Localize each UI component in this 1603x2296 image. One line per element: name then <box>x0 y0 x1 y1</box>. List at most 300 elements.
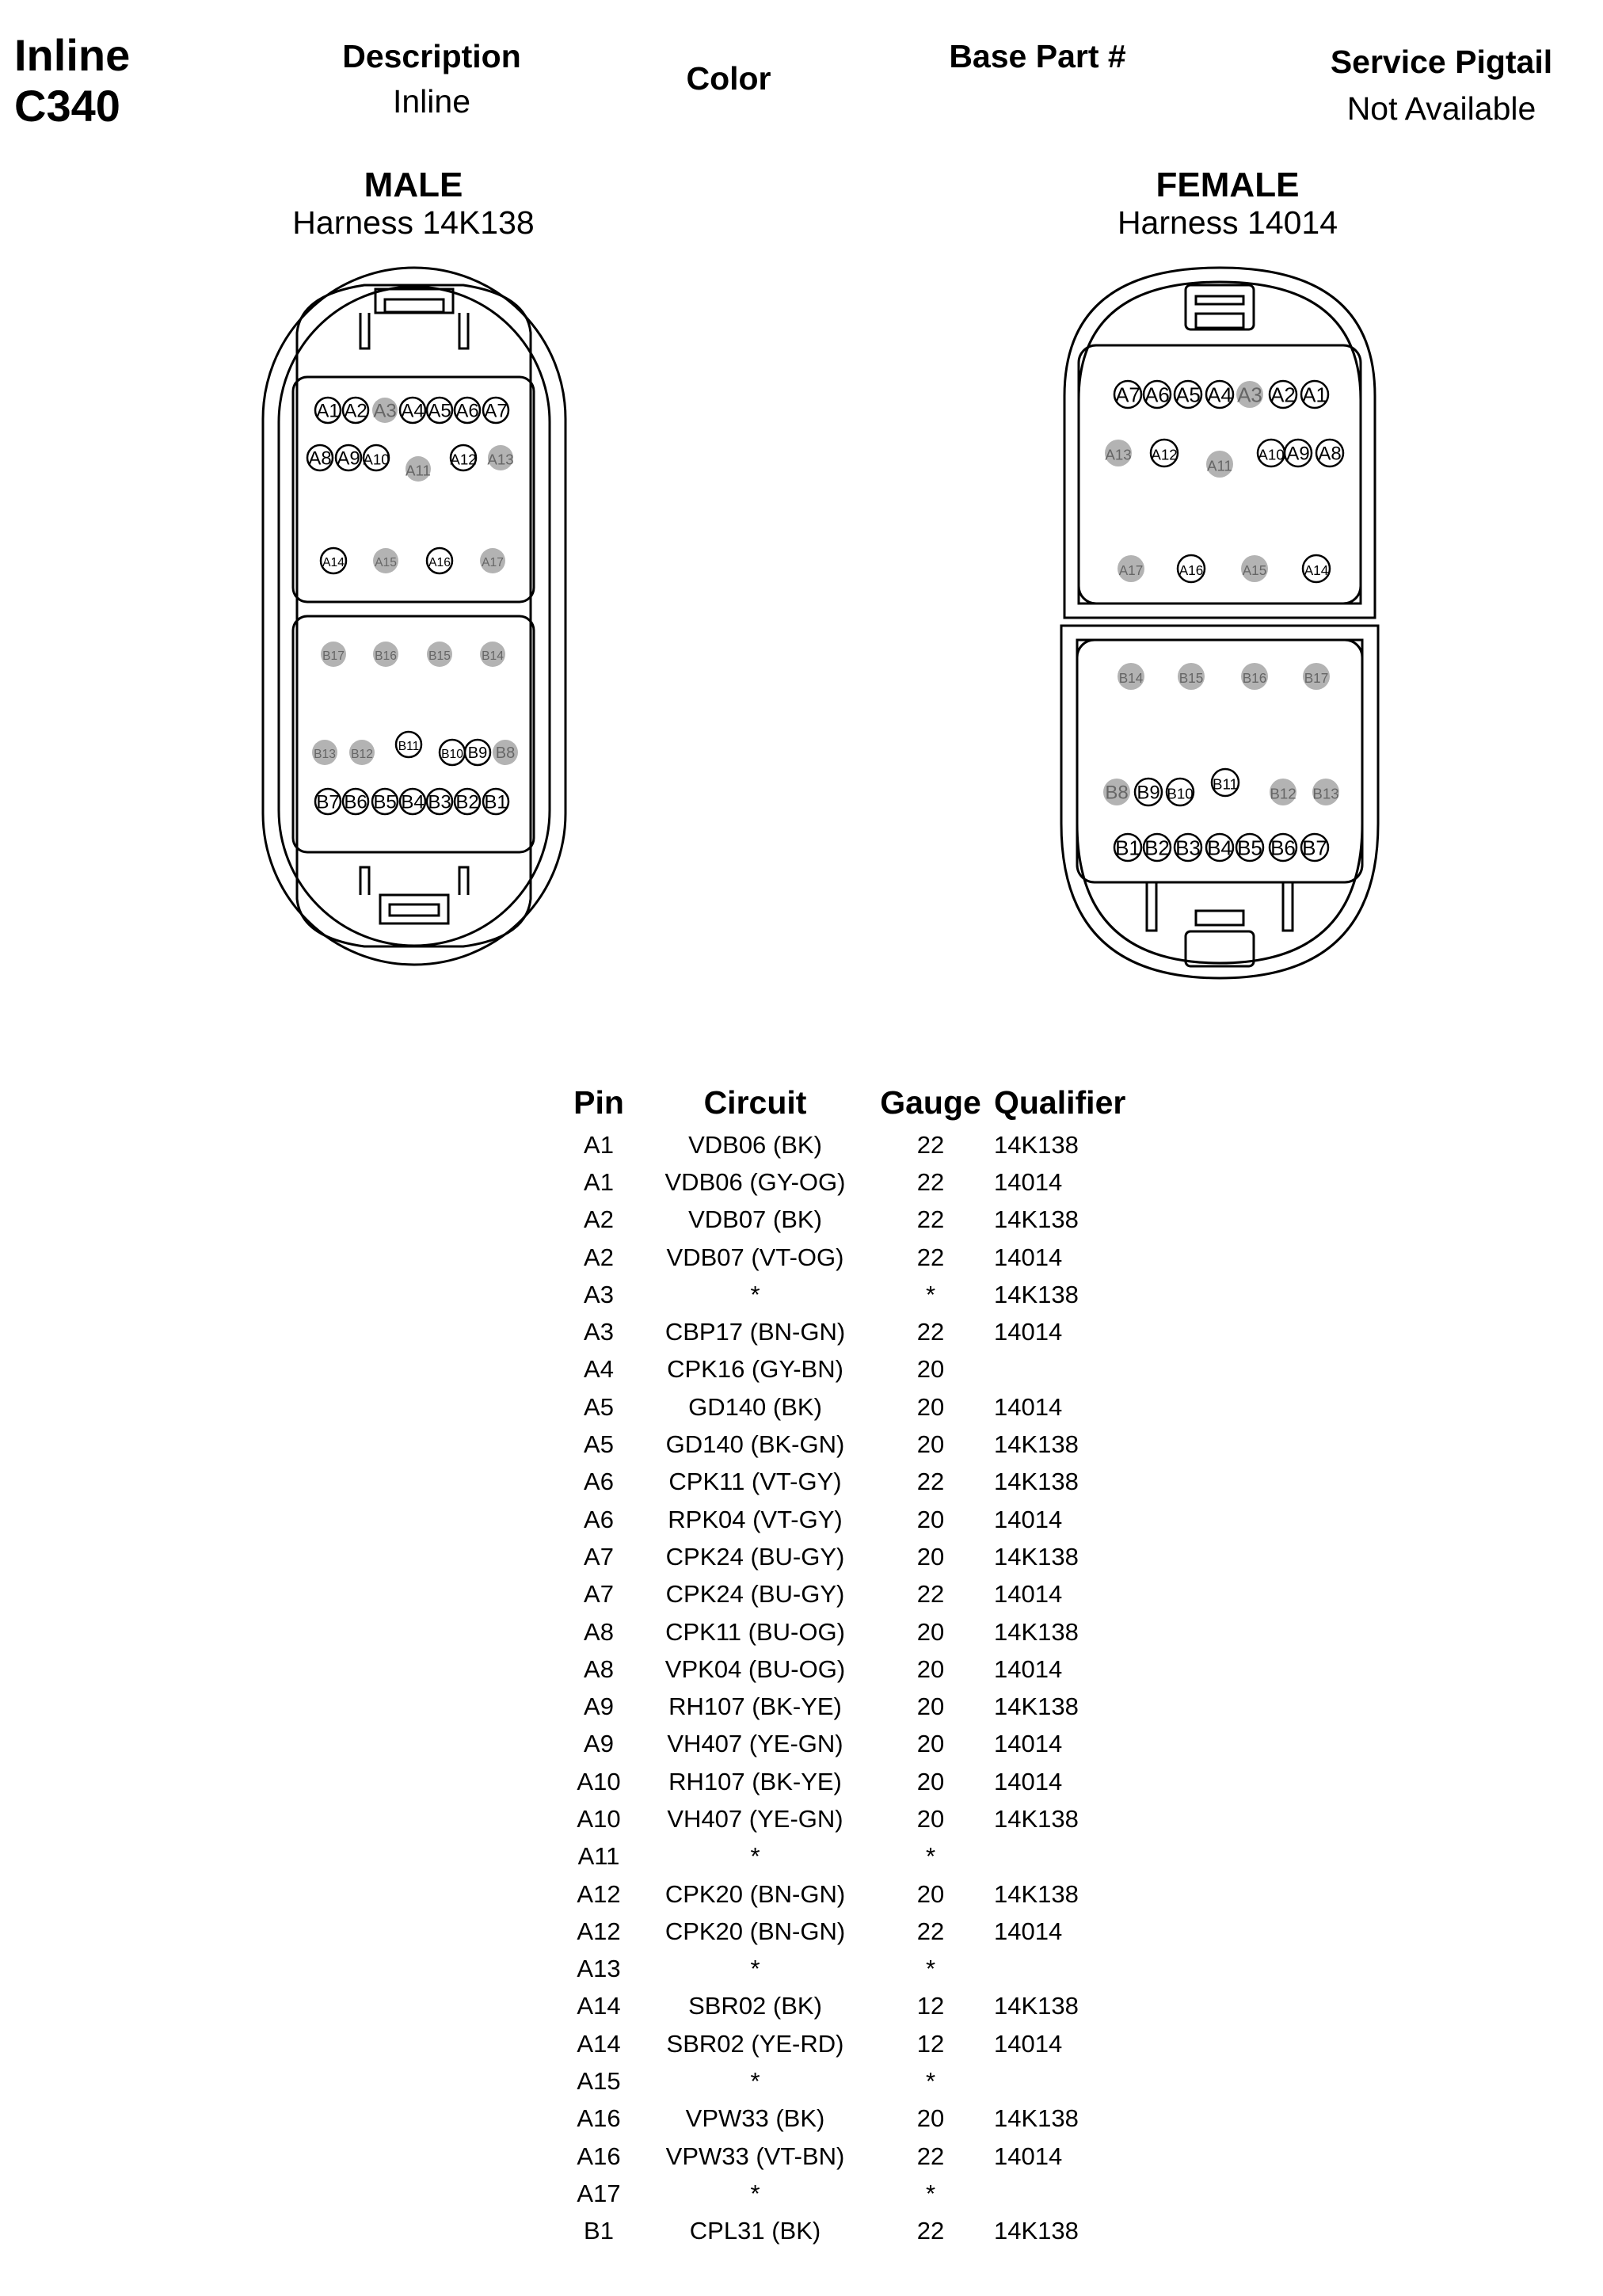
table-row <box>567 1651 1152 1688</box>
pin-label: A4 <box>401 400 425 422</box>
pin-cavity <box>363 445 389 470</box>
pin-label: A8 <box>1318 443 1342 465</box>
table-row <box>567 1763 1152 1800</box>
pin-cell: A12 <box>577 1917 621 1945</box>
pin-cavity <box>1241 663 1268 690</box>
pin-cell: A3 <box>584 1318 614 1346</box>
service-pigtail-label: Service Pigtail <box>1330 44 1553 80</box>
pin-cavity <box>1270 381 1296 408</box>
pin-cavity <box>406 456 431 482</box>
pin-cell: A6 <box>584 1505 614 1533</box>
pin-label: B15 <box>1178 669 1204 686</box>
qualifier-cell <box>981 2062 1152 2100</box>
qualifier-cell: 14K138 <box>994 1430 1079 1459</box>
gauge-cell: 20 <box>916 1542 945 1571</box>
table-row <box>567 1800 1152 1837</box>
male-bottom-latch-inner <box>390 904 439 916</box>
female-rib <box>1147 882 1156 931</box>
pin-cavity <box>315 789 341 814</box>
pin-label: B2 <box>1144 836 1170 860</box>
pin-cavity <box>427 789 452 814</box>
pin-label: B11 <box>1213 775 1238 793</box>
pin-cavity <box>1303 663 1330 690</box>
qualifier-cell: 14014 <box>994 1505 1063 1533</box>
pin-header: Pin <box>573 1083 624 1121</box>
gauge-cell: 20 <box>916 1879 945 1908</box>
table-row <box>567 1351 1152 1388</box>
table-row <box>567 1576 1152 1613</box>
table-row <box>567 2062 1152 2100</box>
qualifier-cell: 14014 <box>994 1167 1063 1196</box>
pin-cell: A10 <box>577 1804 621 1833</box>
pin-label: B10 <box>441 748 463 762</box>
pin-label: A11 <box>1207 457 1232 474</box>
circuit-cell: VDB07 (VT-OG) <box>666 1243 844 1271</box>
gauge-cell: 20 <box>916 1730 945 1758</box>
pin-label: B16 <box>375 649 397 664</box>
pin-label: B17 <box>322 649 345 664</box>
pin-label: B12 <box>351 748 373 762</box>
pin-cavity <box>1316 440 1343 466</box>
pin-label: B5 <box>373 791 397 813</box>
gauge-cell: 20 <box>916 1654 945 1683</box>
gauge-cell: 20 <box>916 1767 945 1795</box>
pin-label: B6 <box>344 791 367 813</box>
table-row <box>567 1239 1152 1276</box>
pin-cavity <box>487 445 513 470</box>
circuit-cell: * <box>750 1280 760 1308</box>
pin-cell: A10 <box>577 1767 621 1795</box>
description-value: Inline <box>392 83 470 120</box>
circuit-cell: VPW33 (BK) <box>685 2104 825 2133</box>
pin-cavity <box>1236 834 1263 861</box>
gauge-cell: 20 <box>916 1617 945 1646</box>
qualifier-cell: 14K138 <box>994 1468 1079 1496</box>
circuit-cell: CPK11 (VT-GY) <box>668 1468 842 1496</box>
pin-table-body <box>567 1126 1152 2250</box>
pin-cavity <box>1114 834 1141 861</box>
connector-id: C340 <box>14 81 120 131</box>
pin-cavity <box>427 642 452 667</box>
qualifier-cell: 14K138 <box>994 1280 1079 1308</box>
table-row <box>567 1913 1152 1950</box>
pin-cell: A5 <box>584 1430 614 1459</box>
pin-cavity <box>1144 381 1171 408</box>
gauge-cell: 20 <box>916 1804 945 1833</box>
pin-label: B9 <box>1137 782 1160 804</box>
pin-label: A1 <box>1302 383 1327 407</box>
male-connector-outline <box>263 268 565 965</box>
qualifier-cell: 14K138 <box>994 1692 1079 1721</box>
qualifier-cell: 14K138 <box>994 1804 1079 1833</box>
pin-label: B3 <box>1175 836 1201 860</box>
pin-label: A12 <box>450 451 477 468</box>
pin-cavity <box>343 398 368 423</box>
gauge-cell: 12 <box>916 2029 945 2058</box>
pin-cell: B1 <box>584 2217 614 2245</box>
pin-cavity <box>321 548 346 573</box>
table-row <box>567 1951 1152 1988</box>
male-rib <box>360 313 369 348</box>
male-rib <box>360 867 369 895</box>
circuit-cell: VDB06 (BK) <box>688 1130 822 1159</box>
pin-cavity <box>1312 779 1339 805</box>
gauge-cell: 20 <box>916 1430 945 1459</box>
gauge-cell: 20 <box>916 1392 945 1421</box>
table-row <box>567 1688 1152 1725</box>
pin-label: B4 <box>1207 836 1232 860</box>
pin-label: B16 <box>1242 669 1267 686</box>
pin-label: A9 <box>337 447 360 470</box>
qualifier-cell: 14014 <box>994 2142 1063 2170</box>
pin-cavity <box>455 789 480 814</box>
pin-cavity <box>1258 440 1285 466</box>
female-bottom-latch-inner <box>1196 911 1243 925</box>
pin-cavity <box>343 789 368 814</box>
table-row <box>567 2175 1152 2212</box>
pin-cell: A1 <box>584 1130 614 1159</box>
pin-cell: A9 <box>584 1730 614 1758</box>
pin-cell: A16 <box>577 2104 621 2133</box>
pin-cavity <box>1118 663 1144 690</box>
gauge-cell: * <box>925 1842 936 1871</box>
pin-cell: A9 <box>584 1692 614 1721</box>
pin-cell: A14 <box>577 2029 621 2058</box>
male-pin-layer <box>307 398 518 814</box>
pin-label: A3 <box>373 400 397 422</box>
pin-label: A7 <box>1115 383 1140 407</box>
qualifier-cell: 14K138 <box>994 2217 1079 2245</box>
pin-cavity <box>400 789 425 814</box>
pin-cavity <box>450 445 476 470</box>
pin-label: B10 <box>1167 785 1194 802</box>
pin-cavity <box>372 789 398 814</box>
pin-cavity <box>1178 663 1205 690</box>
circuit-cell: VH407 (YE-GN) <box>667 1804 843 1833</box>
pin-label: A2 <box>1270 383 1296 407</box>
pin-cavity <box>1206 834 1233 861</box>
table-row <box>567 1464 1152 1501</box>
pin-cell: A11 <box>577 1842 620 1871</box>
connector-drawing <box>0 0 1603 1030</box>
pin-cavity <box>427 548 452 573</box>
pin-label: A17 <box>482 556 504 570</box>
female-gender-label: FEMALE <box>1156 166 1300 204</box>
circuit-cell: VPW33 (VT-BN) <box>665 2142 845 2170</box>
pin-label: A11 <box>406 462 431 479</box>
pin-cell: A15 <box>577 2067 621 2096</box>
pin-label: A6 <box>1144 383 1170 407</box>
qualifier-cell <box>981 2175 1152 2212</box>
pin-label: A15 <box>375 556 397 570</box>
female-top-latch-bar <box>1196 296 1243 304</box>
circuit-cell: RPK04 (VT-GY) <box>668 1505 843 1533</box>
qualifier-cell: 14014 <box>994 1580 1063 1609</box>
pin-label: B14 <box>1118 669 1144 686</box>
pin-label: A10 <box>1258 446 1285 463</box>
male-gender-label: MALE <box>364 166 463 204</box>
description-label: Description <box>342 38 521 74</box>
qualifier-cell: 14014 <box>994 1767 1063 1795</box>
male-harness-label: Harness 14K138 <box>292 204 535 241</box>
pin-label: A8 <box>308 447 332 470</box>
table-row <box>567 1875 1152 1913</box>
table-row <box>567 1388 1152 1426</box>
pin-label: B5 <box>1237 836 1262 860</box>
circuit-cell: GD140 (BK) <box>688 1392 822 1421</box>
pin-cell: A14 <box>577 1992 621 2020</box>
pin-cavity <box>480 642 505 667</box>
pin-table <box>567 1079 1152 2250</box>
table-header-row <box>567 1079 1152 1126</box>
pin-label: A4 <box>1207 383 1232 407</box>
pin-label: B13 <box>314 748 336 762</box>
qualifier-cell: 14K138 <box>994 1992 1079 2020</box>
male-rib <box>459 313 468 348</box>
pin-label: B14 <box>482 649 504 664</box>
qualifier-cell: 14K138 <box>994 1205 1079 1234</box>
pin-label: A5 <box>1175 383 1201 407</box>
circuit-cell: CPL31 (BK) <box>689 2217 821 2245</box>
pin-cavity <box>349 740 375 765</box>
table-row <box>567 1838 1152 1875</box>
pin-cavity <box>1167 779 1194 805</box>
gauge-cell: 20 <box>916 2104 945 2133</box>
pin-cavity <box>1178 555 1205 582</box>
gauge-cell: 22 <box>916 1243 945 1271</box>
pin-cell: A12 <box>577 1879 621 1908</box>
pin-label: A3 <box>1237 383 1262 407</box>
qualifier-cell <box>981 1351 1152 1388</box>
pin-cell: A5 <box>584 1392 614 1421</box>
gauge-header: Gauge <box>880 1083 981 1121</box>
qualifier-cell: 14014 <box>994 1392 1063 1421</box>
gauge-cell: 22 <box>916 2142 945 2170</box>
qualifier-cell: 14014 <box>994 1654 1063 1683</box>
pin-cavity <box>1175 834 1201 861</box>
circuit-cell: SBR02 (BK) <box>688 1992 822 2020</box>
circuit-cell: RH107 (BK-YE) <box>668 1767 842 1795</box>
pin-cavity <box>1135 779 1162 805</box>
pin-cavity <box>1301 834 1328 861</box>
table-row <box>567 1276 1152 1313</box>
pin-label: A5 <box>428 400 451 422</box>
pin-label: A7 <box>484 400 508 422</box>
qualifier-cell: 14014 <box>994 1243 1063 1271</box>
circuit-cell: VH407 (YE-GN) <box>667 1730 843 1758</box>
gauge-cell: 22 <box>916 1580 945 1609</box>
color-label: Color <box>686 60 771 97</box>
qualifier-cell: 14K138 <box>994 1130 1079 1159</box>
pin-label: B7 <box>1302 836 1327 860</box>
pin-cavity <box>1301 381 1328 408</box>
pin-cell: A8 <box>584 1654 614 1683</box>
pin-cavity <box>1144 834 1171 861</box>
gauge-cell: 20 <box>916 1355 945 1384</box>
circuit-cell: GD140 (BK-GN) <box>665 1430 845 1459</box>
pin-label: A16 <box>428 556 451 570</box>
pin-label: B9 <box>467 744 488 763</box>
pin-label: A15 <box>1242 562 1267 578</box>
gauge-cell: 20 <box>916 1692 945 1721</box>
pin-cavity <box>1206 381 1233 408</box>
circuit-cell: CBP17 (BN-GN) <box>664 1318 846 1346</box>
table-row <box>567 1501 1152 1538</box>
gauge-cell: 12 <box>916 1992 945 2020</box>
pin-cavity <box>372 398 398 423</box>
pin-label: B15 <box>428 649 451 664</box>
pin-cavity <box>307 445 333 470</box>
pin-label: A2 <box>344 400 367 422</box>
qualifier-cell: 14014 <box>994 1318 1063 1346</box>
pin-cavity <box>465 740 490 765</box>
gauge-cell: * <box>925 1280 936 1308</box>
qualifier-cell: 14014 <box>994 2029 1063 2058</box>
pin-label: B12 <box>1270 785 1296 802</box>
pin-cavity <box>1114 381 1141 408</box>
table-row <box>567 1313 1152 1350</box>
circuit-cell: CPK24 (BU-GY) <box>665 1580 845 1609</box>
table-row <box>567 2100 1152 2138</box>
pin-label: A14 <box>1304 562 1329 578</box>
table-row <box>567 1726 1152 1763</box>
pin-cavity <box>1206 451 1233 478</box>
pin-cavity <box>440 740 465 765</box>
gauge-cell: 22 <box>916 1167 945 1196</box>
pin-cell: A7 <box>584 1580 614 1609</box>
table-row <box>567 1426 1152 1463</box>
gauge-cell: 22 <box>916 1917 945 1945</box>
table-row <box>567 1988 1152 2025</box>
gauge-cell: 22 <box>916 1318 945 1346</box>
circuit-cell: CPK11 (BU-OG) <box>665 1617 845 1646</box>
qualifier-cell: 14014 <box>994 1917 1063 1945</box>
pin-cavity <box>1151 440 1178 466</box>
pin-label: B1 <box>484 791 508 813</box>
gauge-cell: 20 <box>916 1505 945 1533</box>
pin-label: B8 <box>495 744 516 763</box>
pin-label: A13 <box>487 451 514 468</box>
pin-cavity <box>1270 834 1296 861</box>
female-top-latch-inner <box>1196 314 1243 328</box>
pin-cell: A8 <box>584 1617 614 1646</box>
circuit-cell: CPK20 (BN-GN) <box>664 1917 846 1945</box>
pin-label: A1 <box>316 400 340 422</box>
pin-label: B13 <box>1312 785 1339 802</box>
pin-cavity <box>483 789 508 814</box>
pin-cavity <box>1212 769 1239 796</box>
circuit-cell: CPK24 (BU-GY) <box>665 1542 845 1571</box>
qualifier-header: Qualifier <box>994 1083 1126 1121</box>
pin-cavity <box>315 398 341 423</box>
circuit-cell: * <box>750 2067 760 2096</box>
pin-cavity <box>373 548 398 573</box>
qualifier-cell: 14K138 <box>994 2104 1079 2133</box>
pin-label: B1 <box>1115 836 1140 860</box>
female-pin-layer <box>1103 381 1343 861</box>
pin-cavity <box>373 642 398 667</box>
pin-cell: A6 <box>584 1468 614 1496</box>
table-row <box>567 2138 1152 2175</box>
pin-cavity <box>336 445 361 470</box>
table-row <box>567 1126 1152 1163</box>
female-connector-outline <box>1061 268 1378 978</box>
pin-cell: A17 <box>577 2179 621 2207</box>
pin-cavity <box>493 740 518 765</box>
table-row <box>567 1538 1152 1575</box>
pin-cell: A2 <box>584 1243 614 1271</box>
table-row <box>567 2025 1152 2062</box>
pin-cavity <box>455 398 480 423</box>
pin-cell: A7 <box>584 1542 614 1571</box>
pin-label: B17 <box>1304 669 1329 686</box>
circuit-cell: CPK20 (BN-GN) <box>664 1879 846 1908</box>
circuit-cell: CPK16 (GY-BN) <box>667 1355 843 1384</box>
pin-cell: A2 <box>584 1205 614 1234</box>
pin-cavity <box>1285 440 1312 466</box>
circuit-cell: VDB07 (BK) <box>688 1205 822 1234</box>
gauge-cell: * <box>925 2179 936 2207</box>
female-harness-label: Harness 14014 <box>1117 204 1338 241</box>
pin-label: B6 <box>1270 836 1296 860</box>
circuit-cell: * <box>750 1842 760 1871</box>
pin-cell: A3 <box>584 1280 614 1308</box>
gauge-cell: * <box>925 2067 936 2096</box>
pin-cavity <box>427 398 452 423</box>
pin-cavity <box>483 398 508 423</box>
pin-cavity <box>1175 381 1201 408</box>
pin-cavity <box>321 642 346 667</box>
pin-cavity <box>1270 779 1296 805</box>
circuit-cell: * <box>750 2179 760 2207</box>
gauge-cell: 22 <box>916 1205 945 1234</box>
male-rib <box>459 867 468 895</box>
service-pigtail-value: Not Available <box>1346 90 1536 127</box>
pin-cavity <box>1118 555 1144 582</box>
circuit-cell: VPK04 (BU-OG) <box>664 1654 846 1683</box>
circuit-cell: * <box>750 1955 760 1983</box>
connector-type: Inline <box>14 30 131 80</box>
pin-label: A6 <box>455 400 479 422</box>
pin-label: A17 <box>1118 562 1144 578</box>
circuit-cell: SBR02 (YE-RD) <box>666 2029 844 2058</box>
pin-cavity <box>1241 555 1268 582</box>
pin-cavity <box>1236 381 1263 408</box>
pin-label: A16 <box>1178 562 1204 578</box>
male-top-latch <box>375 289 453 313</box>
circuit-cell: VDB06 (GY-OG) <box>664 1167 846 1196</box>
pin-label: B2 <box>455 791 479 813</box>
pin-cell: A1 <box>584 1167 614 1196</box>
male-top-latch-inner <box>385 299 444 312</box>
pin-cavity <box>396 732 421 757</box>
pin-cavity <box>312 740 337 765</box>
pin-cavity <box>480 548 505 573</box>
pin-cavity <box>400 398 425 423</box>
pin-label: A12 <box>1151 446 1178 463</box>
gauge-cell: * <box>925 1955 936 1983</box>
qualifier-cell: 14014 <box>994 1730 1063 1758</box>
circuit-cell: RH107 (BK-YE) <box>668 1692 842 1721</box>
female-rib <box>1283 882 1293 931</box>
gauge-cell: 22 <box>916 1468 945 1496</box>
pin-label: B7 <box>316 791 340 813</box>
pin-cavity <box>1103 779 1130 805</box>
qualifier-cell: 14K138 <box>994 1617 1079 1646</box>
pin-label: A10 <box>363 451 390 468</box>
pin-cell: A4 <box>584 1355 614 1384</box>
pin-label: B4 <box>401 791 425 813</box>
